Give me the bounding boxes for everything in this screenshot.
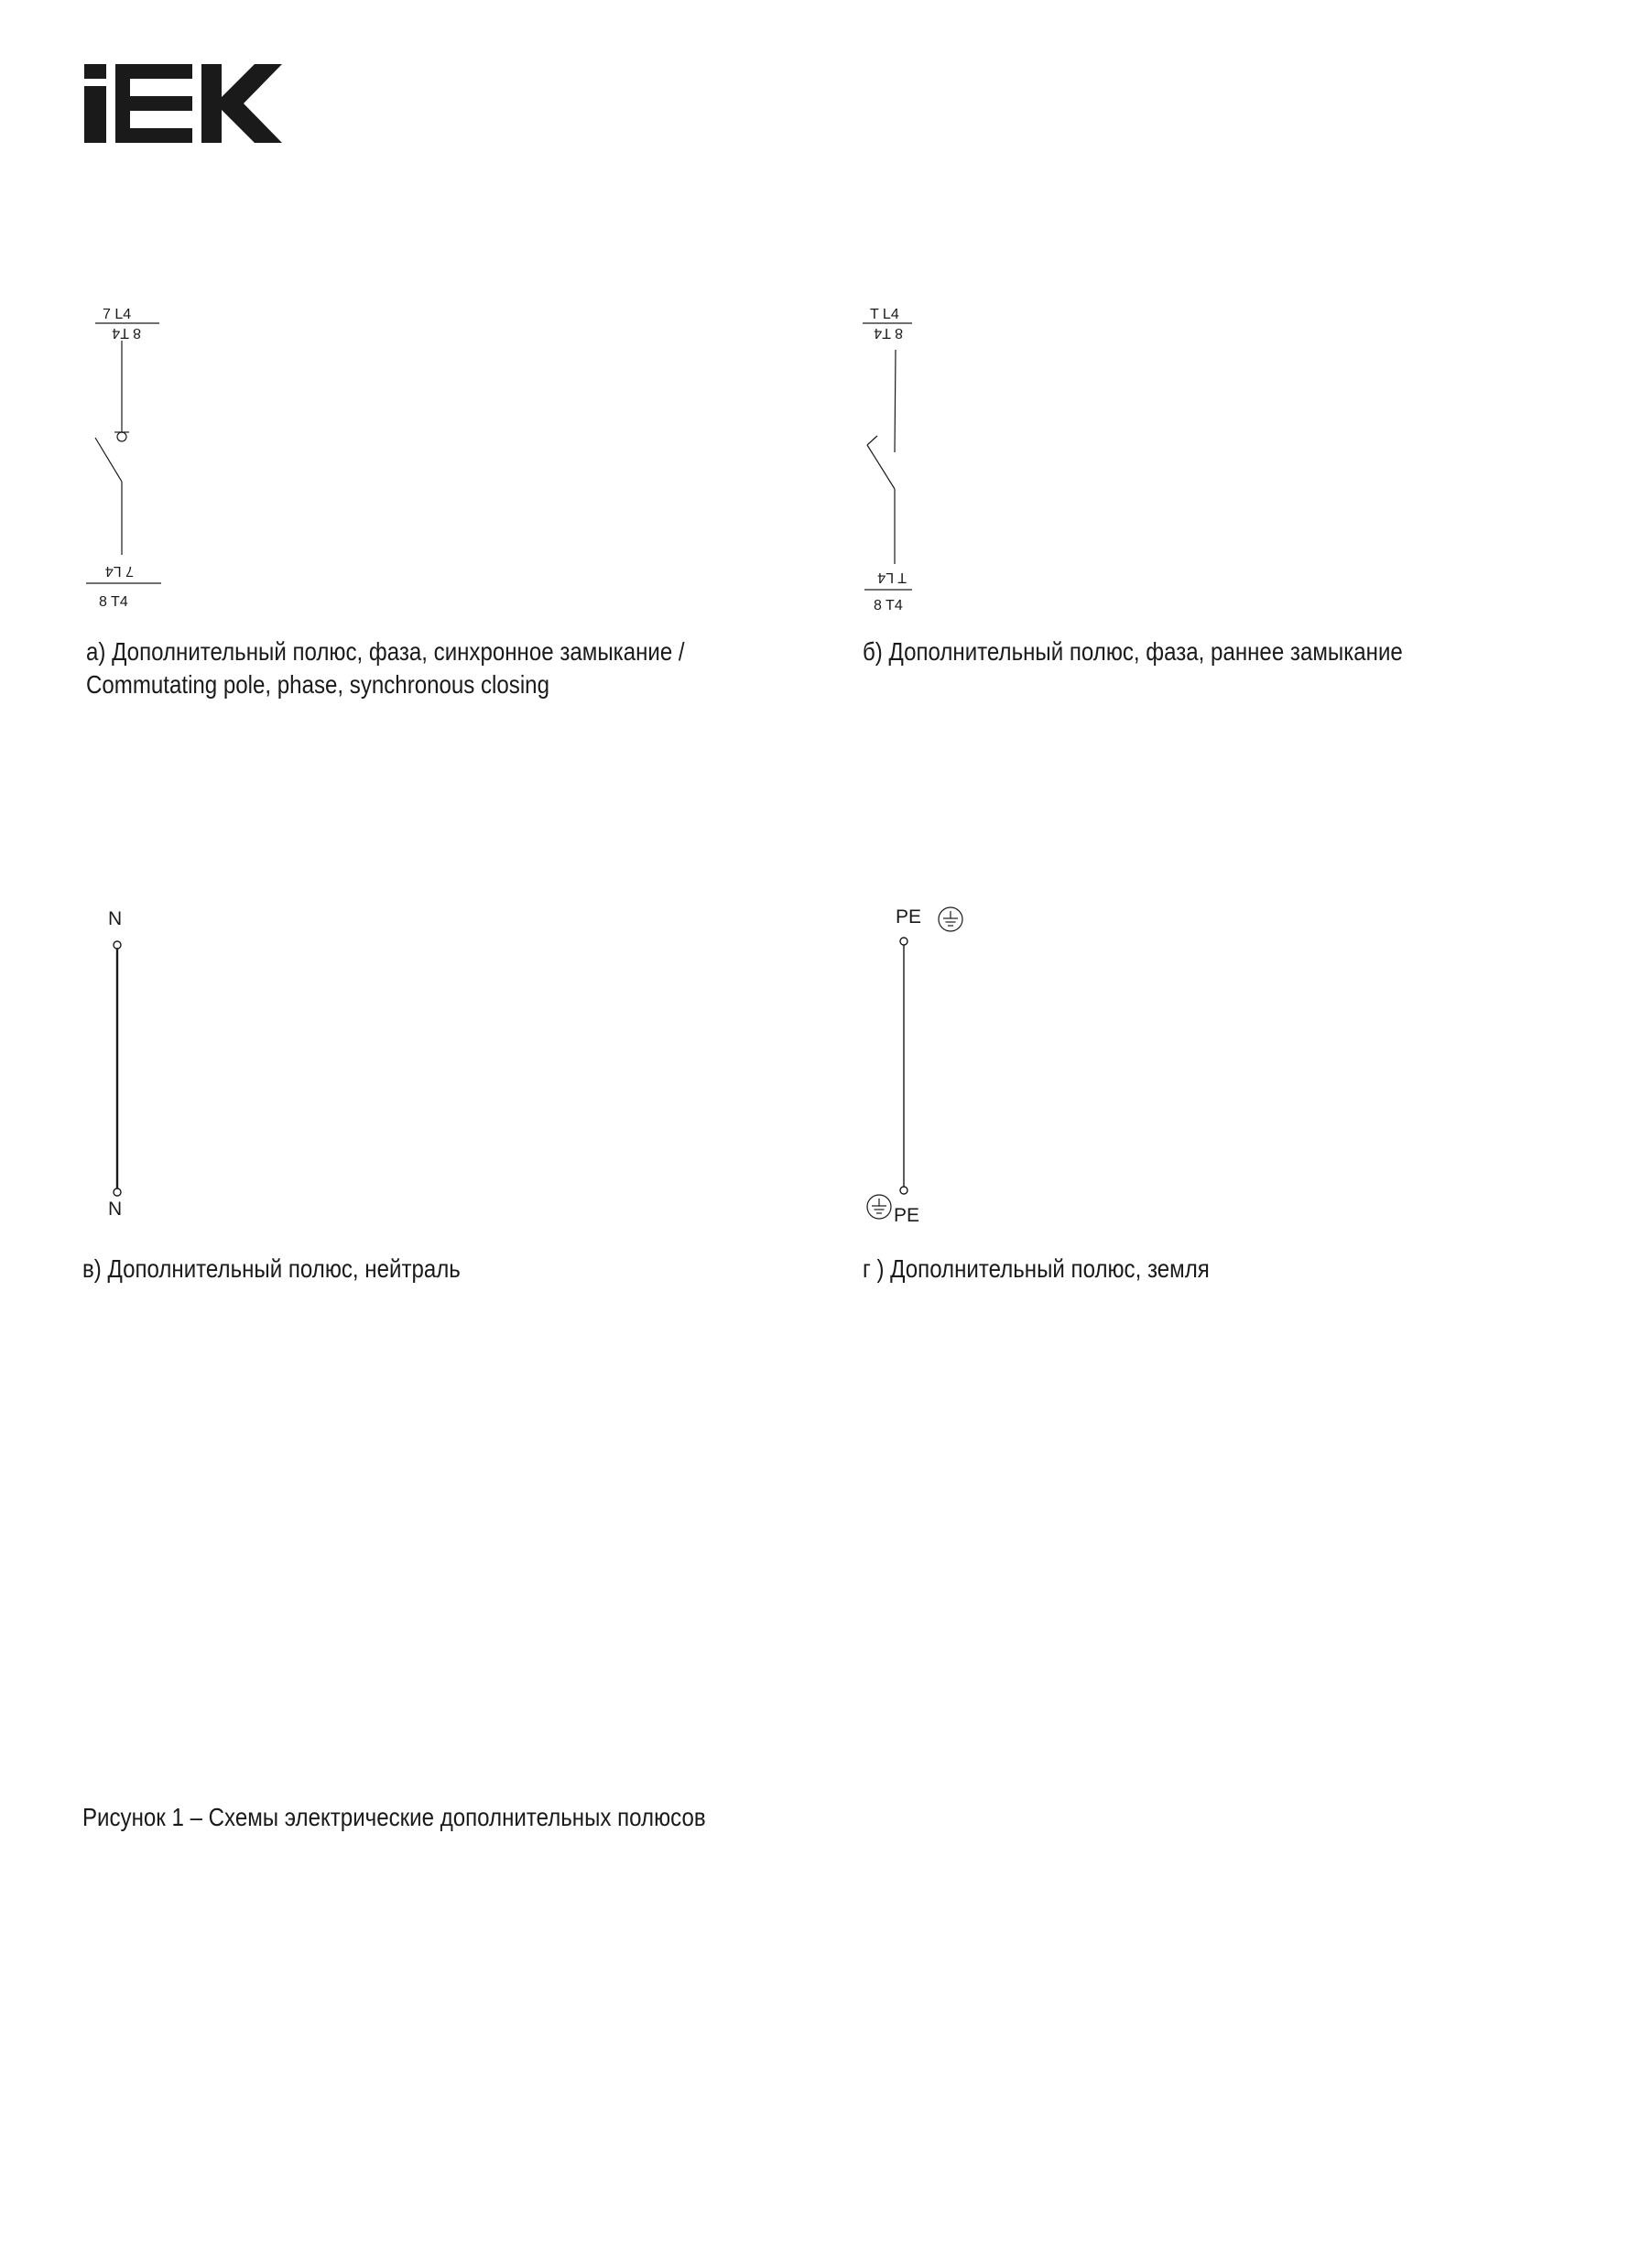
diagram-g-bottom-terminal — [900, 1187, 907, 1194]
diagram-g-top-label: PE — [896, 906, 922, 928]
diagram-b-pole-early — [859, 298, 960, 615]
diagram-v-bottom-terminal — [114, 1188, 121, 1196]
diagram-b-bottom-upper-label: T L4 — [877, 570, 907, 585]
diagram-a-contact-circle — [117, 432, 126, 441]
diagram-g-bottom-label: PE — [894, 1205, 920, 1226]
protective-earth-icon — [867, 1195, 891, 1219]
diagram-g-top-terminal — [900, 938, 907, 945]
diagram-g-pole-earth — [861, 905, 971, 1227]
diagram-v-top-label: N — [108, 908, 123, 929]
diagram-a-caption-line1: а) Дополнительный полюс, фаза, синхронное замыкание / — [86, 637, 685, 666]
diagram-a-caption — [86, 635, 685, 701]
diagram-b-early-tick — [867, 436, 877, 445]
diagram-v-bottom-label: N — [108, 1199, 123, 1220]
diagram-v-top-terminal — [114, 941, 121, 949]
diagram-b-top-upper-label: T L4 — [870, 307, 899, 322]
diagram-v-pole-neutral — [92, 906, 147, 1225]
diagram-a-switch-blade — [95, 438, 122, 482]
diagram-b-switch-blade — [867, 445, 895, 489]
protective-earth-icon — [939, 907, 962, 931]
diagram-b-caption: б) Дополнительный полюс, фаза, раннее замыкание — [863, 637, 1403, 666]
diagram-a-caption-line2: Commutating pole, phase, synchronous closing — [86, 670, 549, 699]
diagram-a-bottom-lower-label: 8 T4 — [99, 594, 128, 610]
diagram-a-pole-synchronous — [82, 298, 183, 615]
diagram-a-bottom-upper-label: 7 L4 — [104, 563, 134, 579]
diagram-b-top-lower-label: 8 T4 — [874, 325, 903, 341]
diagram-v-caption: в) Дополнительный полюс, нейтраль — [82, 1254, 461, 1283]
iek-logo — [84, 64, 282, 143]
diagram-a-top-upper-label: 7 L4 — [103, 307, 132, 322]
diagram-g-caption: г ) Дополнительный полюс, земля — [863, 1254, 1210, 1283]
figure-caption: Рисунок 1 – Схемы электрические дополнительных полюсов — [82, 1803, 706, 1831]
diagram-a-top-lower-label: 8 T4 — [112, 325, 141, 341]
diagram-b-bottom-lower-label: 8 T4 — [874, 598, 903, 613]
diagram-b-upper-wire — [895, 350, 896, 452]
